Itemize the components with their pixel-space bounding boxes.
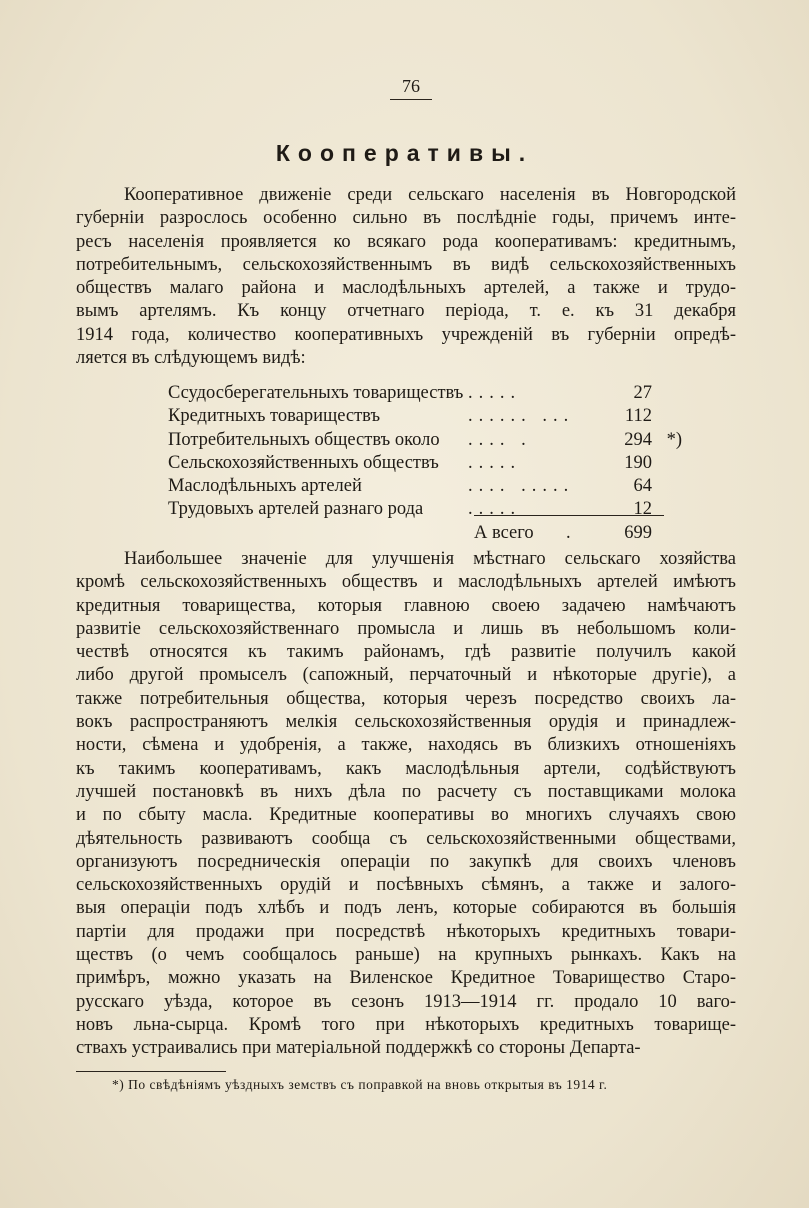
table-row	[168, 475, 668, 498]
total-value: 699	[624, 522, 652, 543]
section-heading: Кооперативы.	[275, 140, 534, 166]
page-number: 76	[390, 76, 432, 100]
row-label: Маслодѣльныхъ артелей	[168, 476, 362, 497]
footnote: *) По свѣдѣніямъ уѣздныхъ земствъ съ поправкой на вновь открытыя въ 1914 г.	[112, 1076, 608, 1092]
row-leader-dots: .... .	[468, 429, 532, 450]
table-row	[168, 429, 682, 452]
text-line: къ такимъ кооперативамъ, какъ маслодѣльныя артели, содѣйствуютъ	[76, 758, 736, 779]
row-label: Кредитныхъ товариществъ	[168, 406, 381, 427]
text-line: выя операціи подъ хлѣбъ и подъ ленъ, которые собираются въ большія	[76, 898, 736, 919]
table-row	[168, 405, 668, 428]
text-line: Наибольшее значеніе для улучшенія мѣстнаго сельскаго хозяйства	[124, 549, 736, 569]
text-line: обществъ малаго района и маслодѣльныхъ артелей, а также и трудо-	[76, 278, 736, 299]
text-line: кредитныя товарищества, которыя главною своею задачею намѣчаютъ	[76, 595, 736, 616]
text-line: кромѣ сельскохозяйственныхъ обществъ и маслодѣльныхъ артелей имѣютъ	[76, 572, 736, 593]
text-line: и по сбыту масла. Кредитные кооперативы во многихъ случаяхъ свою	[76, 805, 736, 826]
text-line: потребительнымъ, сельскохозяйственнымъ въ видѣ сельскохозяйственныхъ	[76, 254, 736, 275]
row-leader-dots: .... .....	[468, 476, 575, 497]
table-row	[168, 498, 668, 521]
text-line: примѣръ, можно указать на Виленское Кредитное Товарищество Старо-	[76, 968, 736, 989]
row-value: 12	[633, 499, 652, 520]
row-leader-dots: ...... ...	[468, 406, 575, 427]
text-line: русскаго уѣзда, которое въ сезонъ 1913—1914 гг. продало 10 ваго-	[76, 991, 736, 1012]
row-label: Потребительныхъ обществъ около	[168, 429, 440, 450]
row-label: Трудовыхъ артелей разнаго рода	[168, 499, 424, 520]
text-line: дѣятельность развиваютъ сообща съ сельскохозяйственными обществами,	[76, 828, 736, 849]
table-row	[168, 382, 668, 405]
row-value: 294	[624, 429, 652, 450]
row-leader-dots: .....	[468, 452, 522, 473]
text-line: ществъ (о чемъ сообщалось раньше) на крупныхъ рынкахъ. Какъ на	[76, 945, 736, 966]
text-line: чествѣ относятся къ такимъ районамъ, гдѣ развитіе получилъ какой	[76, 642, 736, 663]
text-line: лучшей постановкѣ въ нихъ дѣла по расчету съ поставщиками молока	[76, 781, 736, 802]
text-line: либо другой промыселъ (сапожный, перчаточный и нѣкоторые другіе), а	[76, 665, 736, 686]
text-line: вымъ артелямъ. Къ концу отчетнаго періода, т. е. къ 31 декабря	[76, 301, 736, 322]
footnote-rule	[76, 1071, 226, 1072]
text-line: ресъ населенія проявляется ко всякаго рода кооперативамъ: кредитнымъ,	[76, 231, 736, 252]
text-line: партіи для продажи при посредствѣ нѣкоторыхъ кредитныхъ товари-	[76, 921, 736, 942]
row-leader-dots: .....	[468, 499, 522, 520]
main-paragraph	[76, 548, 736, 1061]
row-value: 64	[633, 476, 652, 497]
text-line: организуютъ посредническія операціи по закупкѣ для своихъ членовъ	[76, 851, 736, 872]
text-line: вокъ распространяютъ мелкія сельскохозяйственныя орудія и принадлеж-	[76, 712, 736, 733]
row-label: Сельскохозяйственныхъ обществъ	[168, 452, 439, 473]
table-row	[168, 452, 668, 475]
text-line: также потребительныя общества, которыя черезъ посредство своихъ ла-	[76, 688, 736, 709]
row-leader-dots: .....	[468, 383, 522, 403]
text-line: сельскохозяйственныхъ орудій и посѣвныхъ сѣмянъ, а также и залого-	[76, 875, 736, 896]
intro-paragraph	[76, 184, 736, 370]
text-line: ствахъ устраивались при матеріальной поддержкѣ со стороны Департа-	[76, 1038, 641, 1059]
text-line: 1914 года, количество кооперативныхъ учрежденій въ губерніи опредѣ-	[76, 324, 736, 345]
text-line: ности, сѣмена и удобренія, а также, находясь въ близкихъ отношеніяхъ	[76, 735, 736, 756]
cooperatives-table	[168, 382, 682, 545]
text-line: губерніи разрослось особенно сильно въ послѣдніе годы, причемъ инте-	[76, 208, 736, 229]
text-line: ляется въ слѣдующемъ видѣ:	[76, 348, 306, 369]
text-line: Кооперативное движеніе среди сельскаго населенія въ Новгородской	[124, 185, 736, 205]
total-label: А всего	[474, 522, 534, 543]
row-label: Ссудосберегательныхъ товариществъ	[168, 383, 464, 403]
row-value: 27	[633, 383, 652, 403]
text-line: развитіе сельскохозяйственнаго промысла и лишь въ небольшомъ коли-	[76, 618, 736, 639]
row-footnote-mark: *)	[666, 429, 682, 450]
row-value: 112	[624, 406, 652, 427]
total-leader-dot: .	[566, 522, 571, 543]
total-row	[168, 522, 668, 545]
text-line: новъ льна-сырца. Кромѣ того при нѣкоторыхъ кредитныхъ товарище-	[76, 1014, 736, 1035]
row-value: 190	[624, 452, 652, 473]
